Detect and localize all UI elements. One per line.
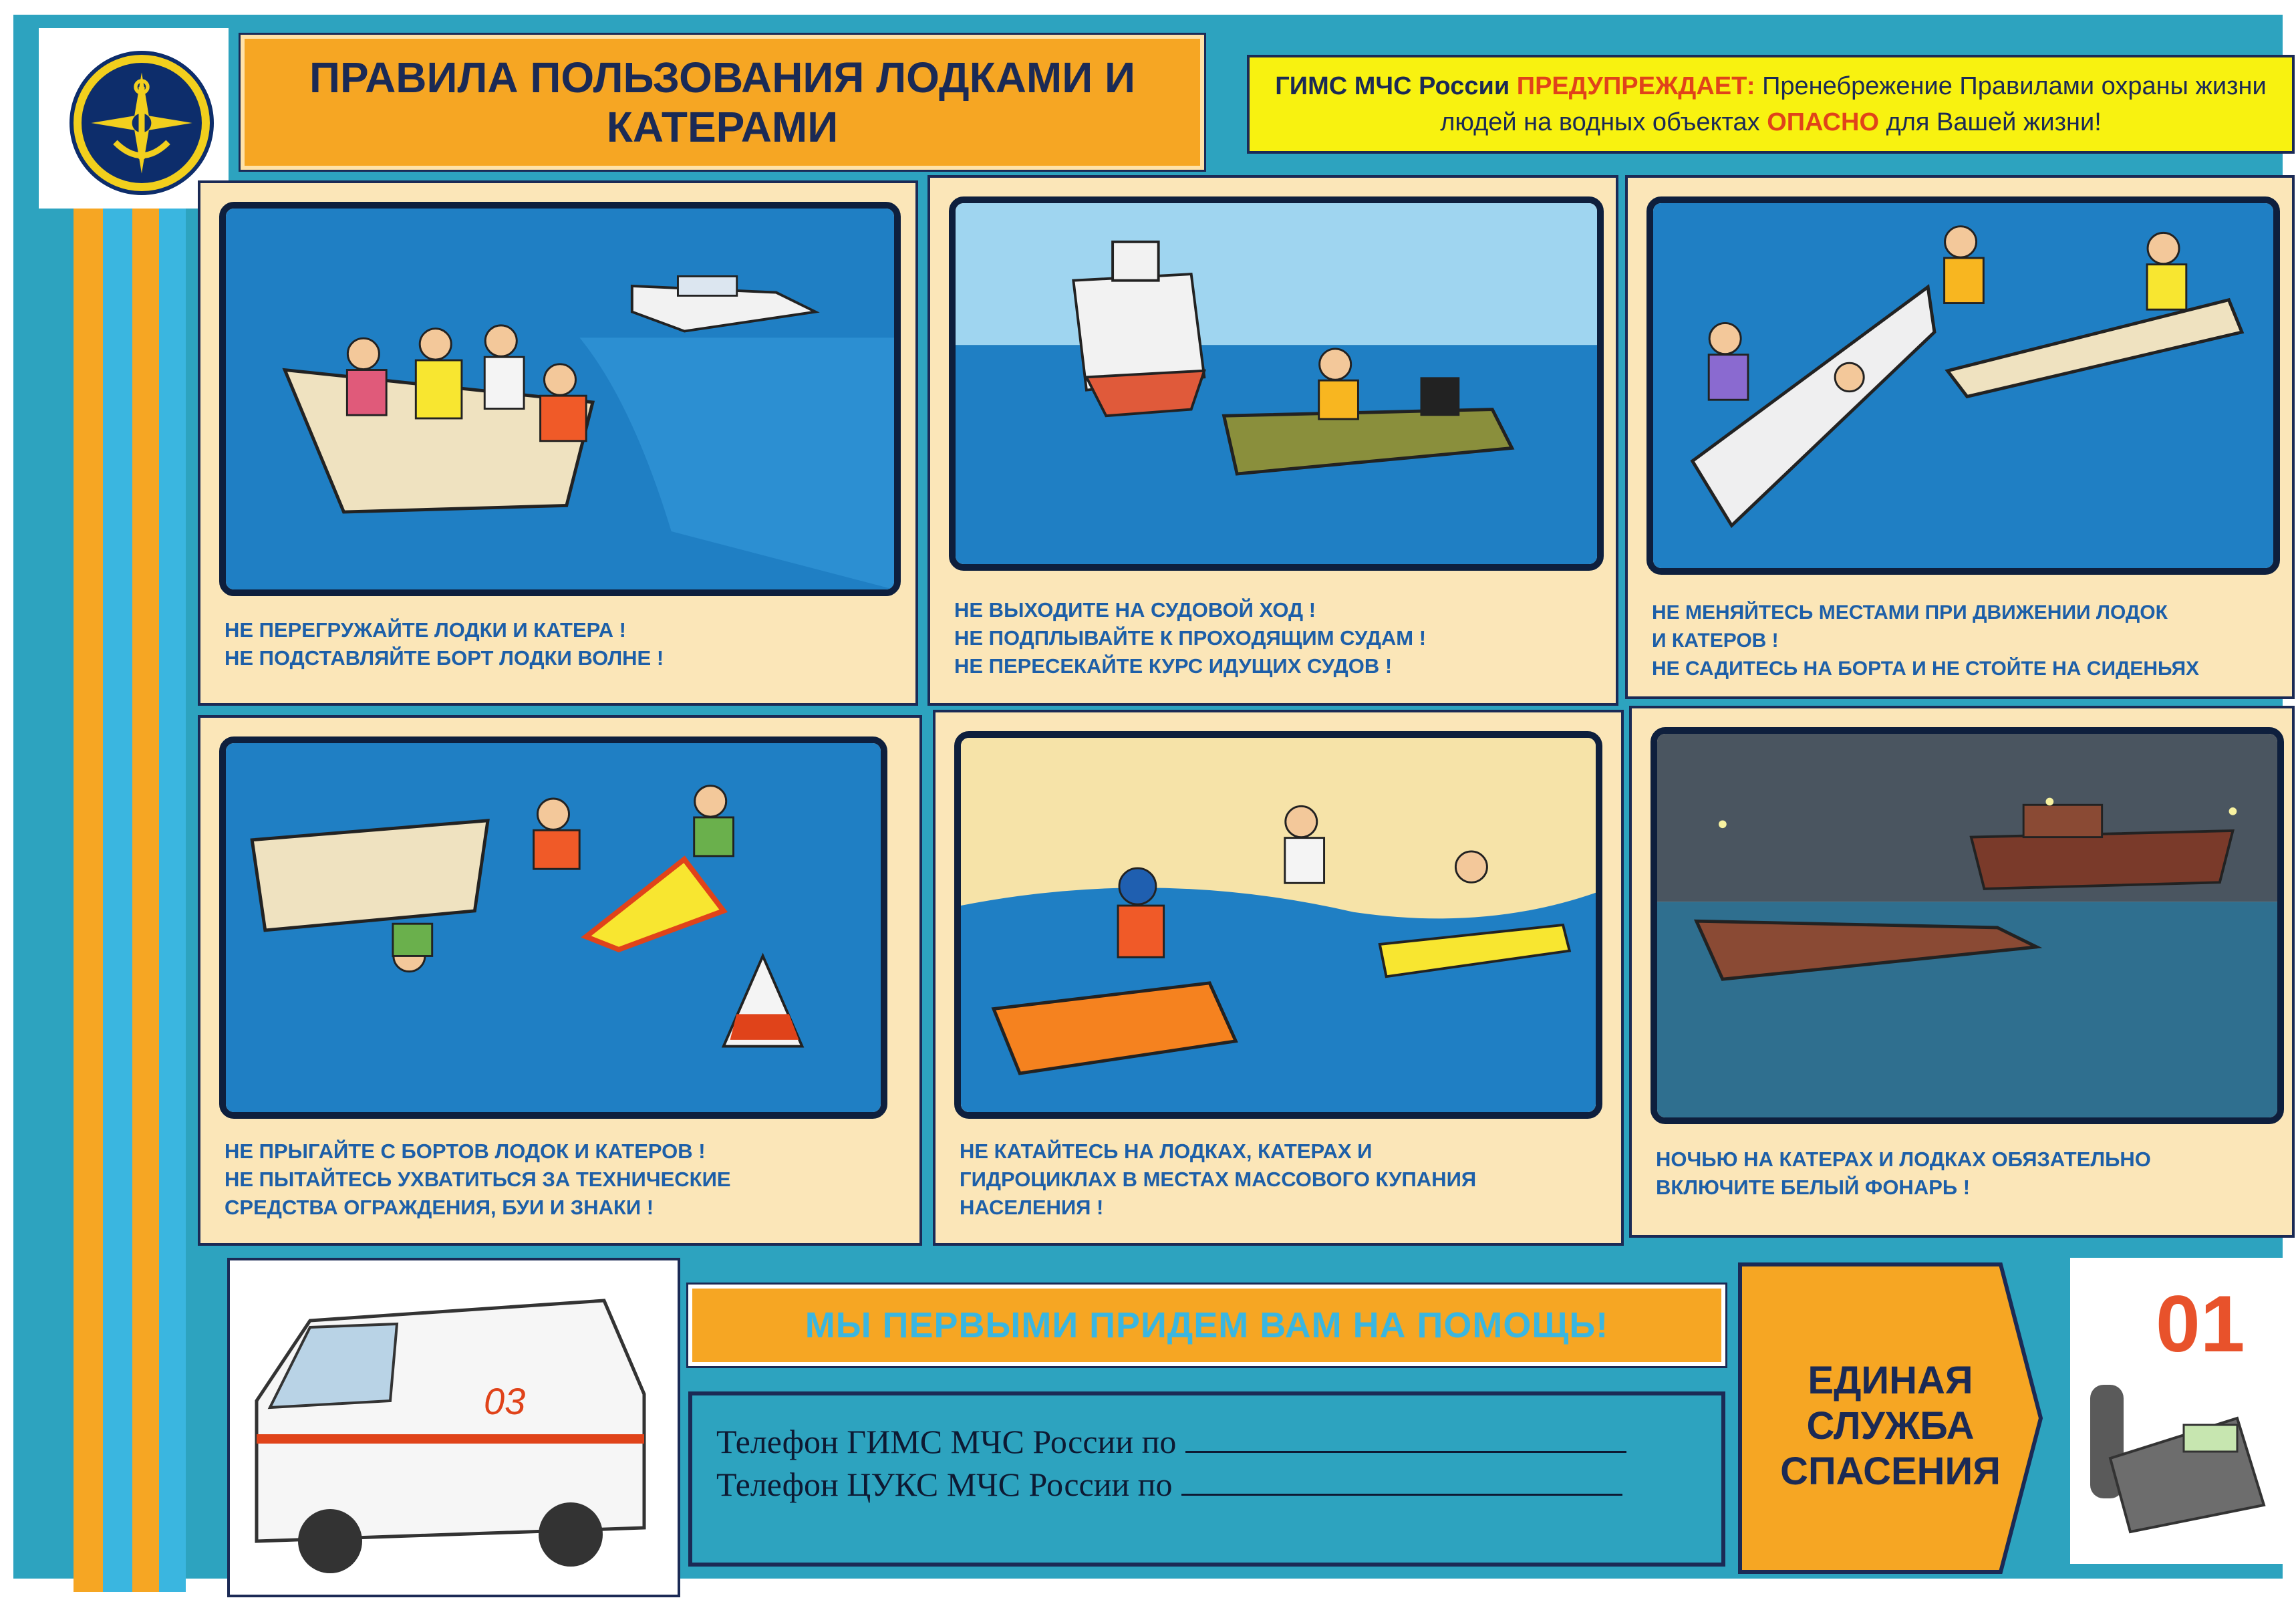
caption-line: НЕ ПЫТАЙТЕСЬ УХВАТИТЬСЯ ЗА ТЕХНИЧЕСКИЕ (225, 1168, 731, 1191)
caption-line: СРЕДСТВА ОГРАЖДЕНИЯ, БУИ И ЗНАКИ ! (225, 1196, 654, 1219)
caption-line: НЕ ПОДСТАВЛЯЙТЕ БОРТ ЛОДКИ ВОЛНЕ ! (225, 646, 664, 670)
stripe-orange-2 (132, 195, 159, 1592)
emergency-phone-panel (2070, 1258, 2293, 1564)
rule-card-6 (1629, 706, 2295, 1238)
caption-line: НЕ ПЕРЕСЕКАЙТЕ КУРС ИДУЩИХ СУДОВ ! (954, 654, 1393, 678)
rule-card-3 (1625, 175, 2295, 699)
phone-gims-row (716, 1422, 1626, 1461)
rule-caption-1 (225, 616, 664, 672)
caption-line: И КАТЕРОВ ! (1652, 630, 1779, 652)
rule-card-1 (198, 180, 918, 706)
svg-text:03: 03 (484, 1380, 526, 1422)
rule-caption-6 (1656, 1146, 2151, 1202)
rule-caption-4 (225, 1137, 731, 1222)
warning-verb: ПРЕДУПРЕЖДАЕТ: (1516, 72, 1755, 100)
caption-line: ВКЛЮЧИТЕ БЕЛЫЙ ФОНАРЬ ! (1656, 1176, 1971, 1199)
phone-tsuks-row (716, 1465, 1622, 1504)
anchor-emblem-icon (74, 55, 210, 191)
poster-title-banner (241, 35, 1204, 170)
illustration-swimming-area (954, 731, 1602, 1119)
illustration-changing-seats (1646, 196, 2280, 575)
phone-gims-blank (1185, 1450, 1626, 1453)
ambulance-icon (230, 1260, 678, 1595)
poster-title: ПРАВИЛА ПОЛЬЗОВАНИЯ ЛОДКАМИ И КАТЕРАМИ (309, 53, 1135, 151)
illustration-night-lights (1651, 727, 2284, 1124)
rule-caption-2 (954, 596, 1426, 680)
slogan-text: МЫ ПЕРВЫМИ ПРИДЕМ ВАМ НА ПОМОЩЬ! (805, 1305, 1609, 1345)
caption-line: НЕ САДИТЕСЬ НА БОРТА И НЕ СТОЙТЕ НА СИДЕНЬЯХ (1652, 658, 2200, 680)
phone-gims-label: Телефон ГИМС МЧС России по (716, 1423, 1177, 1460)
rule-caption-3 (1652, 599, 2199, 683)
caption-line: НАСЕЛЕНИЯ ! (960, 1196, 1104, 1219)
rule-card-5 (933, 710, 1624, 1246)
warning-text (1250, 68, 2292, 140)
ambulance-panel (227, 1258, 680, 1597)
stripe-orange-1 (74, 195, 103, 1592)
telephone-icon (2070, 1258, 2293, 1564)
emergency-number: 01 (2156, 1279, 2245, 1369)
poster-background (13, 15, 2283, 1579)
warning-body-1: Пренебрежение Правилами охраны жизни людей на водных объектах (1440, 72, 2267, 136)
caption-line: НЕ МЕНЯЙТЕСЬ МЕСТАМИ ПРИ ДВИЖЕНИИ ЛОДОК (1652, 601, 2168, 624)
caption-line: НЕ ПЕРЕГРУЖАЙТЕ ЛОДКИ И КАТЕРА ! (225, 618, 626, 642)
phone-tsuks-label: Телефон ЦУКС МЧС России по (716, 1466, 1173, 1503)
service-label: ЕДИНАЯ СЛУЖБА СПАСЕНИЯ (1780, 1359, 2001, 1493)
caption-line: НЕ ВЫХОДИТЕ НА СУДОВОЙ ХОД ! (954, 598, 1316, 622)
illustration-overloaded-boat (219, 202, 901, 596)
caption-line: НЕ ПРЫГАЙТЕ С БОРТОВ ЛОДОК И КАТЕРОВ ! (225, 1139, 706, 1163)
caption-line: НЕ КАТАЙТЕСЬ НА ЛОДКАХ, КАТЕРАХ И (960, 1139, 1373, 1163)
slogan-banner (688, 1285, 1725, 1366)
stripe-blue-1 (103, 195, 132, 1592)
caption-line: НЕ ПОДПЛЫВАЙТЕ К ПРОХОДЯЩИМ СУДАМ ! (954, 626, 1427, 650)
warning-danger: ОПАСНО (1767, 108, 1879, 136)
warning-org: ГИМС МЧС России (1275, 72, 1510, 100)
phone-numbers-panel (688, 1391, 1725, 1567)
caption-line: ГИДРОЦИКЛАХ В МЕСТАХ МАССОВОГО КУПАНИЯ (960, 1168, 1477, 1191)
illustration-shipping-lane (949, 196, 1604, 571)
stripe-blue-2 (159, 195, 186, 1592)
rule-card-2 (927, 175, 1618, 706)
phone-tsuks-blank (1181, 1493, 1622, 1496)
caption-line: НОЧЬЮ НА КАТЕРАХ И ЛОДКАХ ОБЯЗАТЕЛЬНО (1656, 1148, 2151, 1171)
rule-card-4 (198, 715, 922, 1246)
illustration-jumping-overboard (219, 736, 887, 1119)
rescue-service-arrow (1733, 1258, 2047, 1579)
warning-banner (1247, 55, 2295, 154)
warning-body-2: для Вашей жизни! (1886, 108, 2102, 136)
rule-caption-5 (960, 1137, 1476, 1222)
